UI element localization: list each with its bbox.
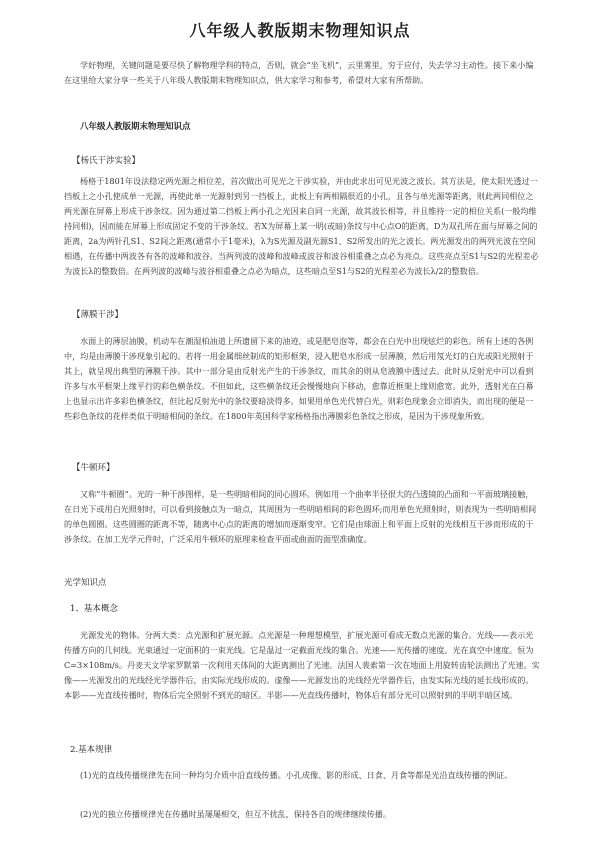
subheading-basic-concepts: 1、基本概念 bbox=[70, 604, 118, 614]
heading-newton-rings: 【牛顿环】 bbox=[72, 463, 115, 473]
section-subtitle: 八年级人教版期末物理知识点 bbox=[80, 122, 191, 132]
paragraph-young-experiment bbox=[64, 174, 540, 279]
paragraph-text: (2)光的独立传播规律光在传播时虽屡屡相交，但互不扰乱，保持各自的规律继续传播。 bbox=[80, 809, 391, 819]
paragraph-text: 又称“牛顿圈”。光的一种干涉图样，是一些明暗相间的同心圆环。例如用一个曲率半径很大的凸透镜的凸面和一平面玻璃接触，在日光下或用白光照射时，可以看到接触点为一暗点，其周围为一些明暗相间的彩色圆环;而用单色光照射时，则表现为一些明暗相间的单色圆圈。这些圆圈的距离不等，随离中心点的距离的增加而逐渐变窄。它们是由球面上和平面上反射的光线相互干涉而形成的干涉条纹。在加工光学元件时，广泛采用牛顿环的原理来检查平面或曲面的面型准确度。 bbox=[64, 489, 537, 544]
intro-paragraph bbox=[64, 58, 540, 88]
paragraph-basic-concepts bbox=[64, 628, 540, 703]
paragraph-law-1 bbox=[64, 768, 540, 783]
paragraph-text: 水面上的薄层油膜，机动车在潮湿柏油道上所遗留下来的油迹，或是肥皂泡等，都会在白光中出现炫烂的彩色。所有上述的各例中，均是由薄膜干涉现象引起的。若将一用金属细丝制成的矩形框架，浸入肥皂水形成一层薄膜，然后用氖光灯的白光或阳光照射于其上，就呈现出典型的薄膜干涉。其中一部分是由反射光产生的干涉条纹，而其余的则从皂液膜中透过去。此时从反射光中可以看到许多与水平框架上缘平行的彩色横条纹。不但如此，这些横条纹还会慢慢地向下移动，愈靠近框架上缘则愈宽。此外，透射光在白幕上也显示出许多彩色横条纹，但比起反射光中的条纹要暗淡得多。如果用单色光代替白光，则彩色现象会立即消失，而出现的便是一些彩色条纹的花样类似于明暗相间的条纹。在1800年英国科学家杨格指出薄膜彩色条纹之形成，是因为干涉现象所致。 bbox=[64, 336, 534, 421]
paragraph-text: (1)光的直线传播规律先在同一种均匀介质中沿直线传播。小孔成像、影的形成、日食、月食等都是光沿直线传播的例证。 bbox=[80, 770, 513, 780]
intro-text: 学好物理，关键问题是要尽快了解物理学科的特点，否则，就会“坐飞机”，云里雾里，穷于应付，失去学习主动性。接下来小编在这里给大家分享一些关于八年级人教版期末物理知识点，供大家学习和参考，希望对大家有所帮助。 bbox=[64, 60, 534, 85]
heading-young-experiment: 【杨氏干涉实验】 bbox=[72, 156, 141, 166]
page-title: 八年级人教版期末物理知识点 bbox=[189, 21, 411, 40]
paragraph-thin-film bbox=[64, 334, 540, 424]
paragraph-law-2 bbox=[64, 807, 540, 822]
paragraph-text: 杨格于1801年设法稳定两光源之相位差，首次做出可见光之干涉实验，并由此求出可见光波之波长。其方法是，使太阳光透过一挡板上之小孔使成单一光源，再使此单一光源射到另一挡板上，此板上有两相隔很近的小孔，且各与单光源等距离，则此两同相位之两光源在屏幕上形成干涉条纹。因为通过第二挡板上两小孔之光因来自同一光源，故其波长相等，并且维持一定的相位关系(一般均维持同相)，因而能在屏幕上形成固定不变的干涉条纹。若X为屏幕上某一明(或暗)条纹与中心点O的距离，D为双孔所在面与屏幕之间的距离，2a为两针孔S1、S2间之距离(通常小于1毫米)，λ为S光源及副光源S1、S2所发出的光之波长。两光源发出的两列光波在空间相遇，在传播中两波各有各的波峰和波谷。当两列波的波峰和波峰或波谷和波谷相重叠之点必为亮点。这些亮点至S1与S2的光程差必为波长λ的整数倍。在两列波的波峰与波谷相重叠之点必为暗点，这些暗点至S1与S2的光程差必为波长λ/2的整数倍。 bbox=[64, 176, 539, 276]
paragraph-newton-rings bbox=[64, 487, 540, 547]
heading-thin-film: 【薄膜干涉】 bbox=[72, 310, 124, 320]
heading-optics: 光学知识点 bbox=[64, 578, 107, 588]
subheading-basic-laws: 2.基本规律 bbox=[70, 745, 113, 755]
paragraph-text: 光源发光的物体。分两大类：点光源和扩展光源。点光源是一种理想模型，扩展光源可看成无数点光源的集合。光线——表示光传播方向的几何线。光束通过一定面积的一束光线。它是温过一定截面光线的集合。光速——光传播的速度。光在真空中速度。恒为C=3×108m/s。丹麦天文学家罗默第一次利用天体间的大距离测出了光速。法国人裴索第一次在地面上用旋转齿轮法测出了光速。实像——光源发出的光线经光学器件后，由实际光线形成的。虚像——光源发出的光线经光学器件后，由发实际光线的延长线形成的。本影——光直线传播时，物体后完全照射不到光的暗区。半影——光直线传播时，物体后有部分光可以照射到的半明半暗区域。 bbox=[64, 630, 540, 700]
